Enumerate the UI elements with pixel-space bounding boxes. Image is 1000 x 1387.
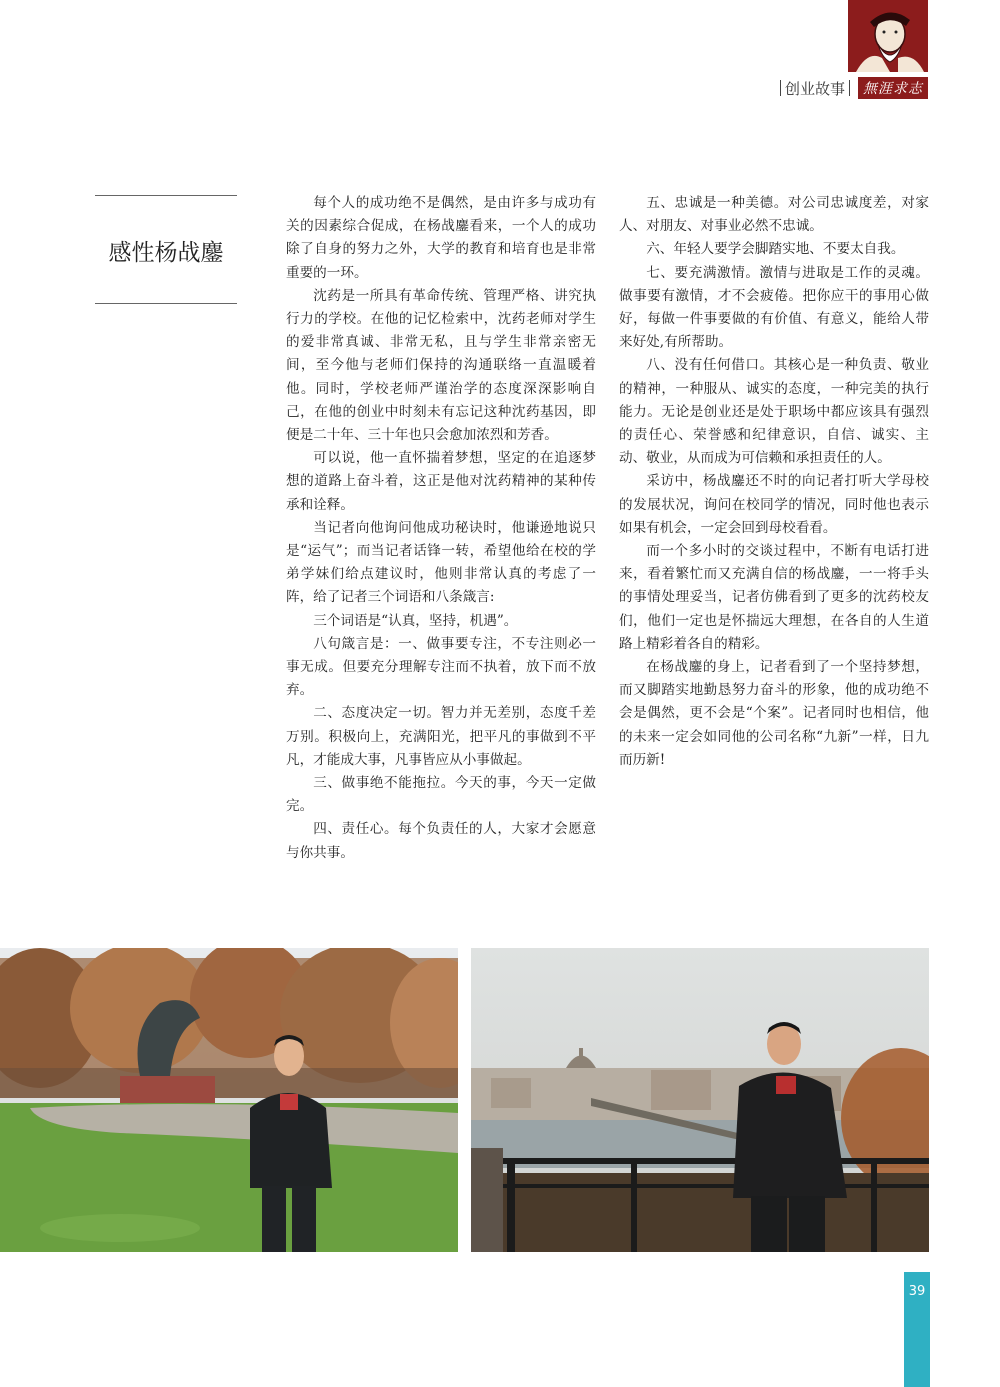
paragraph: 三个词语是“认真，坚持，机遇”。 (313, 612, 518, 629)
paragraph: 四、责任心。每个负责任的人，大家才会愿意与你共事。 (286, 821, 596, 861)
paragraph: 七、要充满激情。激情与进取是工作的灵魂。做事要有激情，才不会疲倦。把你应干的事用心做好，每做一件事要做的有价值、有意义，能给人带来好处,有所帮助。 (619, 264, 929, 351)
section-header (776, 78, 928, 98)
paragraph: 八、没有任何借口。其核心是一种负责、敬业的精神，一种服从、诚实的态度，一种完美的执行能力。无论是创业还是处于职场中都应该具有强烈的责任心、荣誉感和纪律意识，自信、诚实、主动、敬业，从而成为可信赖和承担责任的人。 (619, 357, 929, 467)
magazine-logo (848, 0, 928, 72)
paragraph: 二、态度决定一切。智力并无差别，态度千差万别。积极向上，充满阳光，把平凡的事做到不平凡，才能成大事，凡事皆应从小事做起。 (286, 705, 596, 768)
divider (780, 80, 781, 96)
page-number: 39 (908, 1284, 926, 1299)
paragraph: 六、年轻人要学会脚踏实地、不要太自我。 (646, 241, 905, 258)
paragraph: 八句箴言是：一、做事要专注，不专注则必一事无成。但要充分理解专注而不执着，放下而不放弃。 (286, 635, 596, 699)
portrait-logo-icon (848, 0, 928, 72)
paragraph: 采访中，杨战鏖还不时的向记者打听大学母校的发展状况，询问在校同学的情况，同时他也表示如果有机会，一定会回到母校看看。 (619, 473, 929, 536)
paragraph: 五、忠诚是一种美德。对公司忠诚度差，对家人、对朋友、对事业必然不忠诚。 (619, 195, 929, 235)
paragraph: 当记者向他询问他成功秘诀时，他谦逊地说只是“运气”；而当记者话锋一转，希望他给在校的学弟学妹们给点建议时，他则非常认真的考虑了一阵，给了记者三个词语和八条箴言: (286, 519, 596, 606)
paragraph: 而一个多小时的交谈过程中，不断有电话打进来，看着繁忙而又充满自信的杨战鏖，一一将手头的事情处理妥当，记者仿佛看到了更多的沈药校友们，他们一定也是怀揣远大理想，在各自的人生道路上精彩着各自的精彩。 (619, 543, 929, 652)
paragraph: 可以说，他一直怀揣着梦想，坚定的在追逐梦想的道路上奋斗着，这正是他对沈药精神的某种传承和诠释。 (286, 450, 596, 513)
title-rule-top (95, 195, 237, 196)
page-number-strip (904, 1272, 930, 1387)
divider (849, 80, 850, 96)
text-column-1 (286, 192, 596, 865)
section-label: 创业故事 (784, 79, 845, 98)
brand-label: 無涯求志 (858, 77, 928, 99)
paragraph: 在杨战鏖的身上，记者看到了一个坚持梦想，而又脚踏实地勤恳努力奋斗的形象，他的成功绝不会是偶然，更不会是“个案”。记者同时也相信，他的未来一定会如同他的公司名称“九新”一样，日九而历新! (619, 659, 929, 768)
paragraph: 三、做事绝不能拖拉。今天的事，今天一定做完。 (286, 775, 596, 815)
paragraph: 沈药是一所具有革命传统、管理严格、讲究执行力的学校。在他的记忆检索中，沈药老师对学生的爱非常真诚、非常无私，且与学生非常亲密无间，至今他与老师们保持的沟通联络一直温暖着他。同时，学校老师严谨治学的态度深深影响自己，在他的创业中时刻未有忘记这种沈药基因，即便是二十年、三十年也只会愈加浓烈和芳香。 (286, 287, 596, 444)
paragraph: 每个人的成功绝不是偶然，是由许多与成功有关的因素综合促成，在杨战鏖看来，一个人的成功除了自身的努力之外，大学的教育和培育也是非常重要的一环。 (286, 195, 596, 281)
photo-city-overlook (471, 948, 929, 1252)
article-title: 感性杨战鏖 (108, 240, 224, 266)
photo-park-statue (0, 948, 458, 1252)
text-column-2 (619, 192, 929, 772)
title-rule-bottom (95, 303, 237, 304)
